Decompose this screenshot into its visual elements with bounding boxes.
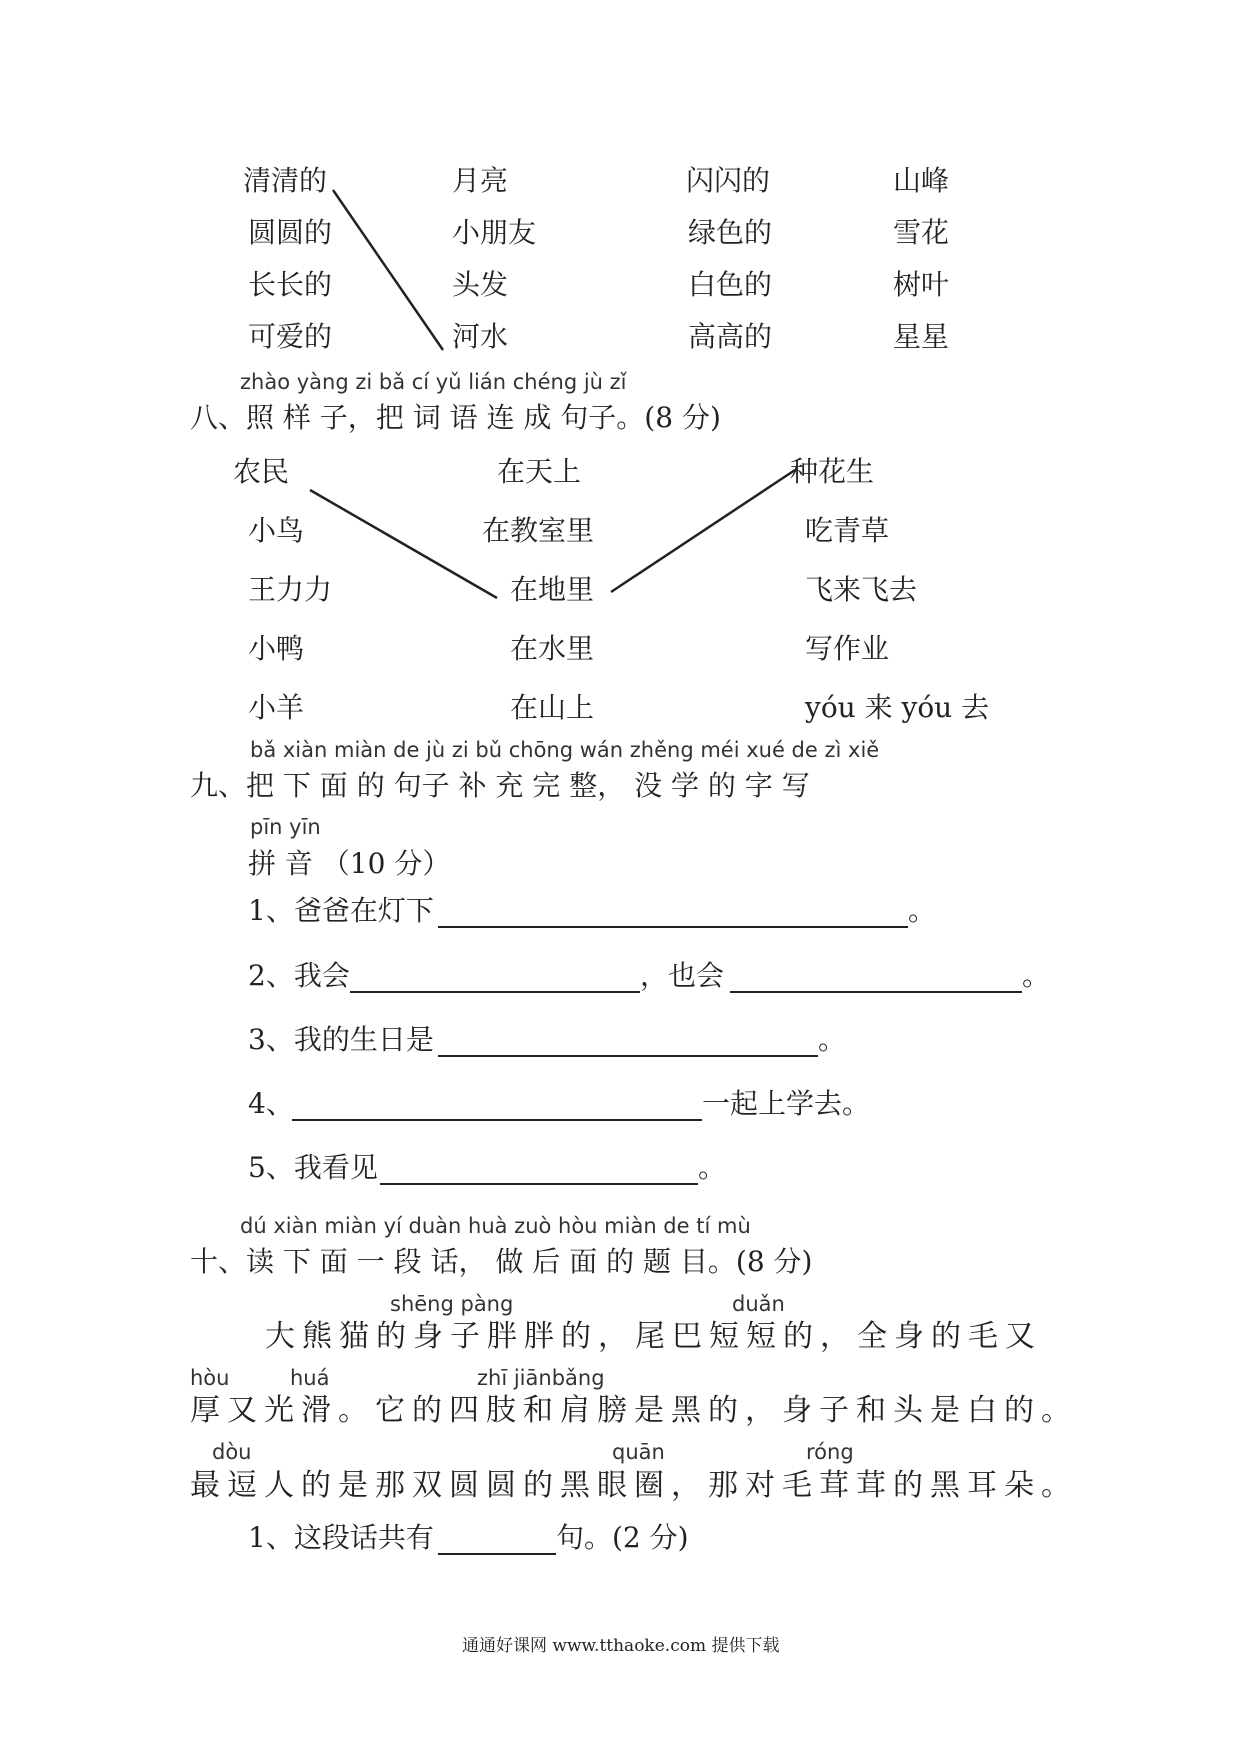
section8-action: 飞来飞去 xyxy=(805,573,918,606)
q5-suffix: 。 xyxy=(698,1151,727,1184)
match-word: 长长的 xyxy=(248,268,333,301)
match-word: 小朋友 xyxy=(452,216,537,249)
q2-answer-blank-2[interactable] xyxy=(730,991,1022,993)
section10-q1-answer-blank[interactable] xyxy=(438,1553,556,1555)
section8-subject: 王力力 xyxy=(248,573,333,606)
section8-place: 在水里 xyxy=(510,632,595,665)
match-word: 头发 xyxy=(452,268,509,301)
section10-q1-suffix: 句。(2 分) xyxy=(556,1521,689,1554)
line-zaidili-zhonghuasheng xyxy=(611,470,795,592)
q1-suffix: 。 xyxy=(908,894,937,927)
q2-mid: ，也会 xyxy=(640,959,725,992)
passage-pinyin: duǎn xyxy=(732,1292,785,1316)
page-footer: 通通好课网 www.tthaoke.com 提供下载 xyxy=(462,1636,780,1656)
match-word: 高高的 xyxy=(688,320,773,353)
passage-pinyin: dòu xyxy=(212,1440,252,1464)
section8-action: 吃青草 xyxy=(805,514,890,547)
section8-subject: 小羊 xyxy=(248,691,305,724)
q2-prefix: 2、我会 xyxy=(248,959,350,992)
section8-subject: 小鸭 xyxy=(248,632,305,665)
section8-title: 八、照 样 子，把 词 语 连 成 句子。(8 分) xyxy=(190,401,721,434)
match-word: 月亮 xyxy=(452,164,509,197)
passage-line-1: 大熊猫的身子胖胖的，尾巴短短的，全身的毛又 xyxy=(265,1319,1042,1354)
match-word: 圆圆的 xyxy=(248,216,333,249)
section10-q1-prefix: 1、这段话共有 xyxy=(248,1521,434,1554)
section8-place: 在山上 xyxy=(510,691,595,724)
passage-line-3: 最逗人的是那双圆圆的黑眼圈，那对毛茸茸的黑耳朵。 xyxy=(190,1468,1078,1503)
section9-pinyin: bǎ xiàn miàn de jù zi bǔ chōng wán zhěng méi xué de zì xiě xyxy=(250,738,880,762)
line-nongmin-zaidili xyxy=(310,490,497,598)
match-word: 山峰 xyxy=(893,164,950,197)
section8-place: 在教室里 xyxy=(482,514,595,547)
passage-pinyin: huá xyxy=(290,1366,330,1390)
section9-title: 九、把 下 面 的 句子 补 充 完 整， 没 学 的 字 写 xyxy=(190,769,810,802)
section9-pinyin2: pīn yīn xyxy=(250,815,321,839)
q5-prefix: 5、我看见 xyxy=(248,1151,378,1184)
q1-answer-blank[interactable] xyxy=(438,926,908,928)
section8-action: yóu 来 yóu 去 xyxy=(805,691,990,724)
section8-action: 种花生 xyxy=(790,455,875,488)
section8-place: 在地里 xyxy=(510,573,595,606)
passage-pinyin: zhī jiānbǎng xyxy=(477,1366,605,1390)
q1-prefix: 1、爸爸在灯下 xyxy=(248,894,434,927)
section10-pinyin: dú xiàn miàn yí duàn huà zuò hòu miàn de tí mù xyxy=(240,1214,751,1238)
line-qingqing-heshui xyxy=(333,190,443,350)
q5-answer-blank[interactable] xyxy=(380,1183,698,1185)
match-word: 星星 xyxy=(893,320,950,353)
section8-subject: 小鸟 xyxy=(248,514,305,547)
q4-prefix: 4、 xyxy=(248,1087,294,1120)
q3-suffix: 。 xyxy=(818,1023,847,1056)
q3-prefix: 3、我的生日是 xyxy=(248,1023,434,1056)
section9-subtitle: 拼 音 （10 分） xyxy=(248,847,451,880)
q3-answer-blank[interactable] xyxy=(438,1055,818,1057)
section8-place: 在天上 xyxy=(497,455,582,488)
section8-action: 写作业 xyxy=(805,632,890,665)
passage-pinyin: róng xyxy=(806,1440,854,1464)
section8-pinyin: zhào yàng zi bǎ cí yǔ lián chéng jù zǐ xyxy=(240,370,627,394)
passage-pinyin: quān xyxy=(612,1440,665,1464)
section8-subject: 农民 xyxy=(233,455,290,488)
match-word: 树叶 xyxy=(893,268,950,301)
passage-pinyin: hòu xyxy=(190,1366,230,1390)
match-word: 雪花 xyxy=(893,216,950,249)
q4-suffix: 一起上学去。 xyxy=(702,1087,871,1120)
section10-title: 十、读 下 面 一 段 话， 做 后 面 的 题 目。(8 分) xyxy=(190,1245,813,1278)
passage-line-2: 厚又光滑。它的四肢和肩膀是黑的，身子和头是白的。 xyxy=(190,1393,1078,1428)
passage-pinyin: shēng pàng xyxy=(390,1292,514,1316)
match-word: 白色的 xyxy=(688,268,773,301)
q2-suffix: 。 xyxy=(1022,959,1051,992)
match-word: 河水 xyxy=(452,320,509,353)
q2-answer-blank-1[interactable] xyxy=(350,991,640,993)
match-word: 可爱的 xyxy=(248,320,333,353)
q4-answer-blank[interactable] xyxy=(292,1119,702,1121)
match-word: 闪闪的 xyxy=(686,164,771,197)
match-word: 绿色的 xyxy=(688,216,773,249)
match-word: 清清的 xyxy=(243,164,328,197)
